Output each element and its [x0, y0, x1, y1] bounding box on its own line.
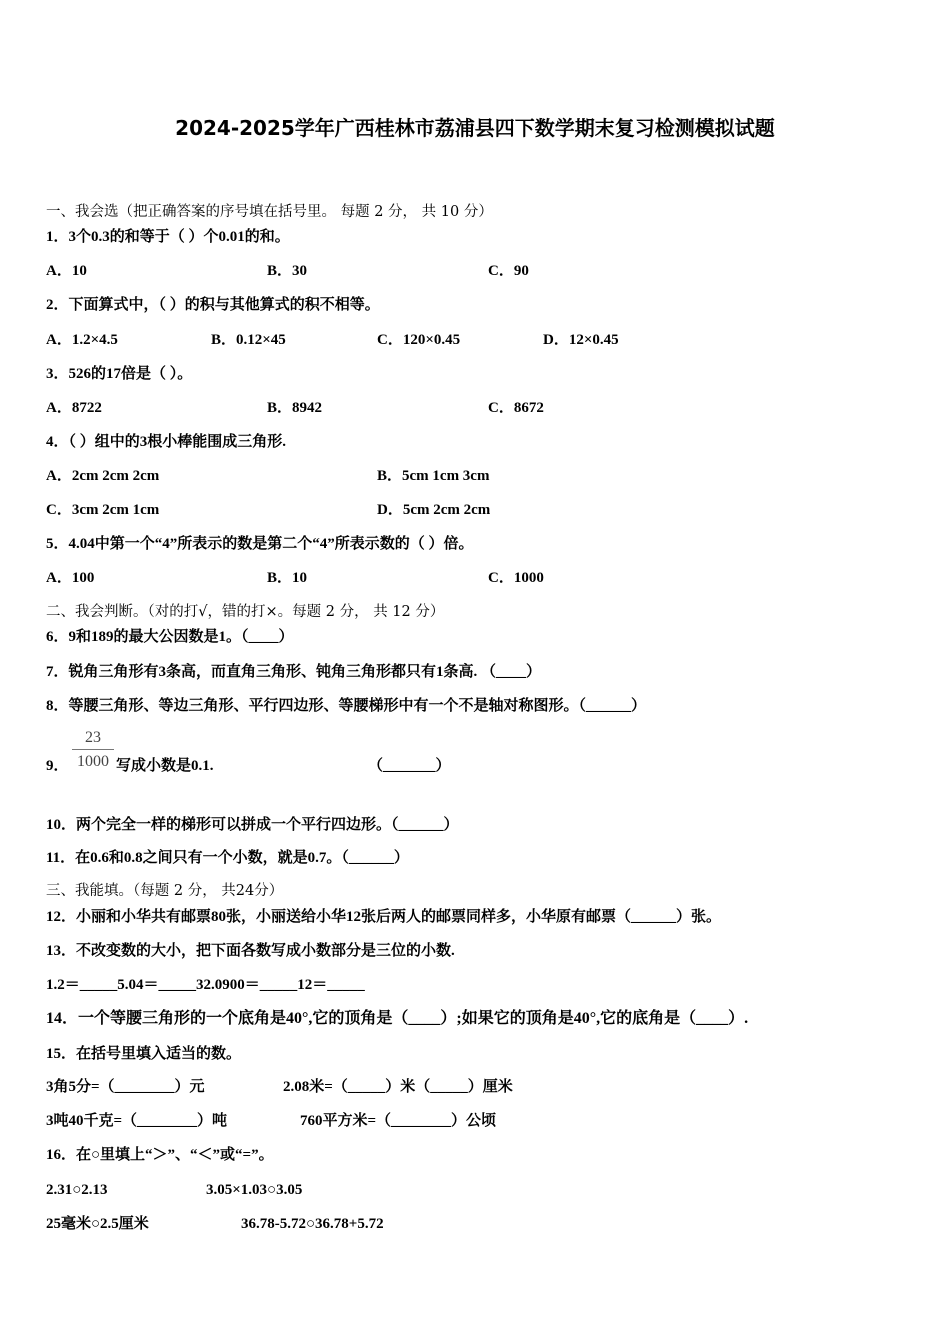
question-5: 5．4.04中第一个“4”所表示的数是第二个“4”所表示数的（ ）倍。 — [46, 536, 474, 552]
question-11: 11．在0.6和0.8之间只有一个小数，就是0.7。（______） — [46, 850, 409, 866]
q1-option-a: A．10 — [46, 263, 87, 279]
question-6: 6．9和189的最大公因数是1。（____） — [46, 629, 294, 645]
question-13: 13．不改变数的大小，把下面各数写成小数部分是三位的小数. — [46, 943, 455, 959]
question-3: 3．526的17倍是（ ）。 — [46, 366, 193, 382]
question-13-blanks: 1.2＝_____5.04＝_____32.0900＝_____12＝_____ — [46, 977, 365, 993]
q3-option-c: C．8672 — [488, 400, 544, 416]
q3-option-b: B．8942 — [267, 400, 323, 416]
q15-row1-right: 2.08米=（_____）米（_____）厘米 — [283, 1079, 513, 1095]
question-4: 4．（ ）组中的3根小棒能围成三角形. — [46, 434, 287, 450]
q5-option-a: A．100 — [46, 570, 95, 586]
q2-option-b: B．0.12×45 — [211, 332, 286, 348]
question-9-number: 9． — [46, 758, 69, 774]
q2-option-d: D．12×0.45 — [543, 332, 619, 348]
question-2: 2．下面算式中，（ ）的积与其他算式的积不相等。 — [46, 297, 380, 313]
q5-option-b: B．10 — [267, 570, 308, 586]
question-12: 12．小丽和小华共有邮票80张，小丽送给小华12张后两人的邮票同样多，小华原有邮票（______）张。 — [46, 909, 722, 925]
question-16: 16．在○里填上“＞”、“＜”或“=”。 — [46, 1147, 274, 1163]
fraction-denominator: 1000 — [77, 753, 109, 770]
page-title: 2024-2025学年广西桂林市荔浦县四下数学期末复习检测模拟试题 — [175, 116, 775, 140]
question-1: 1．3个0.3的和等于（ ）个0.01的和。 — [46, 229, 290, 245]
q15-row1-left: 3角5分=（________）元 — [46, 1079, 205, 1095]
section-3-header: 三、我能填。（每题 2 分， 共24分） — [46, 883, 284, 899]
question-9: 写成小数是0.1. — [116, 758, 214, 774]
q16-row2-left: 25毫米○2.5厘米 — [46, 1216, 149, 1232]
q2-option-c: C．120×0.45 — [377, 332, 461, 348]
q4-option-a: A．2cm 2cm 2cm — [46, 468, 160, 484]
q15-row2-left: 3吨40千克=（________）吨 — [46, 1113, 228, 1129]
q1-option-b: B．30 — [267, 263, 308, 279]
section-1-header: 一、我会选（把正确答案的序号填在括号里。 每题 2 分， 共 10 分） — [46, 204, 493, 220]
q5-option-c: C．1000 — [488, 570, 544, 586]
q16-row2-right: 36.78-5.72○36.78+5.72 — [241, 1216, 384, 1232]
q4-option-d: D．5cm 2cm 2cm — [377, 502, 491, 518]
q4-option-c: C．3cm 2cm 1cm — [46, 502, 160, 518]
fraction — [72, 728, 114, 771]
q1-option-c: C．90 — [488, 263, 529, 279]
question-14: 14．一个等腰三角形的一个底角是40°,它的顶角是（____）;如果它的顶角是40°,它的底角是（____）. — [46, 1010, 749, 1027]
question-15: 15．在括号里填入适当的数。 — [46, 1046, 242, 1062]
fraction-numerator: 23 — [72, 728, 114, 750]
q3-option-a: A．8722 — [46, 400, 102, 416]
question-9-blank: （_______） — [368, 758, 451, 774]
q4-option-b: B．5cm 1cm 3cm — [377, 468, 490, 484]
question-7: 7．锐角三角形有3条高，而直角三角形、钝角三角形都只有1条高. （____） — [46, 664, 542, 680]
q2-option-a: A．1.2×4.5 — [46, 332, 118, 348]
q16-row1-right: 3.05×1.03○3.05 — [206, 1182, 303, 1198]
question-8: 8．等腰三角形、等边三角形、平行四边形、等腰梯形中有一个不是轴对称图形。（______） — [46, 698, 647, 714]
q15-row2-right: 760平方米=（________）公顷 — [300, 1113, 497, 1129]
question-10: 10．两个完全一样的梯形可以拼成一个平行四边形。（______） — [46, 817, 459, 833]
section-2-header: 二、我会判断。（对的打√，错的打×。每题 2 分， 共 12 分） — [46, 604, 445, 620]
q16-row1-left: 2.31○2.13 — [46, 1182, 108, 1198]
